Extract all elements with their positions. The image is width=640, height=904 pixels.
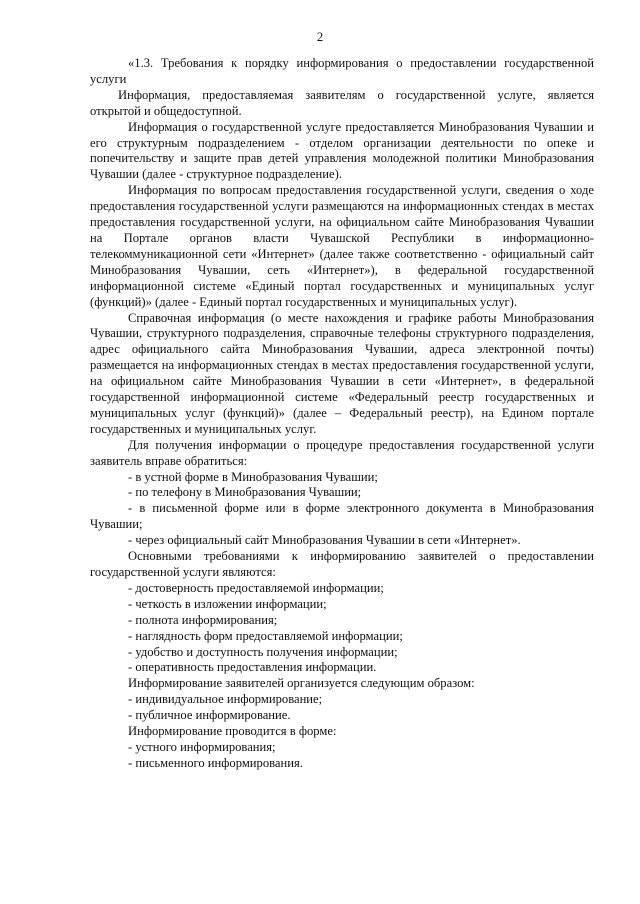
list-item: - в письменной форме или в форме электронного документа в Минобразования Чувашии; xyxy=(90,501,594,532)
list-item: - достоверность предоставляемой информации; xyxy=(128,580,384,595)
list-item: Информирование проводится в форме: xyxy=(128,724,337,739)
list-item: - четкость в изложении информации; xyxy=(128,596,327,611)
paragraph: «1.3. Требования к порядку информирования о предоставлении государственной услуги xyxy=(90,56,594,86)
list-item: - через официальный сайт Минобразования Чувашии в сети «Интернет». xyxy=(128,533,521,548)
list-item: - по телефону в Минобразования Чувашии; xyxy=(128,485,362,500)
page-number: 2 xyxy=(316,30,324,44)
list-item: - устного информирования; xyxy=(128,739,276,754)
paragraph: Справочная информация (о месте нахождения и графике работы Минобразования Чувашии, структурного подразделения, справочные телефоны структурного подразделения, адрес официального сайта Минобразования Чувашии, адреса электронной почты) размещается на информационных стендах в местах предоставления государственной услуги, на официальном сайте Минобразования Чувашии в сети «Интернет», в федеральной государственной информационной системе «Федеральный реестр государственных и муниципальных услуг (функций)» (далее – Федеральный реестр), на Едином портале государственных и муниципальных услуг. xyxy=(90,310,594,436)
document-body xyxy=(90,56,594,772)
list-item: - в устной форме в Минобразования Чувашии; xyxy=(128,469,378,484)
list-item: - удобство и доступность получения информации; xyxy=(128,644,398,659)
list-item: - письменного информирования. xyxy=(128,755,303,770)
list-item: - наглядность форм предоставляемой информации; xyxy=(128,628,403,643)
paragraph: Информация о государственной услуге предоставляется Минобразования Чувашии и его структурным подразделением - отделом организации деятельности по опеке и попечительству и защите прав детей управления молодежной политики Минобразования Чувашии (далее - структурное подразделение). xyxy=(90,119,594,182)
list-item: - публичное информирование. xyxy=(128,708,291,723)
paragraph: Основными требованиями к информированию заявителей о предоставлении государственной услуги являются: xyxy=(90,549,594,579)
paragraph: Для получения информации о процедуре предоставления государственной услуги заявитель вправе обратиться: xyxy=(90,437,594,468)
list-item: - индивидуальное информирование; xyxy=(128,692,323,707)
list-item: Информирование заявителей организуется следующим образом: xyxy=(128,676,475,691)
paragraph: Информация, предоставляемая заявителям о государственной услуге, является открытой и общедоступной. xyxy=(90,87,594,118)
paragraph: Информация по вопросам предоставления государственной услуги, сведения о ходе предоставления государственной услуги размещаются на информационных стендах в местах предоставления государственной услуги, на официальном сайте Минобразования Чувашии на Портале органов власти Чувашской Республики в информационно-телекоммуникационной сети «Интернет» (далее также соответственно - официальный сайт Минобразования Чувашии, сеть «Интернет»), в федеральной государственной информационной системе «Единый портал государственных и муниципальных услуг (функций)» (далее - Единый портал государственных и муниципальных услуг). xyxy=(90,183,594,309)
list-item: - оперативность предоставления информации. xyxy=(128,660,377,675)
list-item: - полнота информирования; xyxy=(128,612,278,627)
